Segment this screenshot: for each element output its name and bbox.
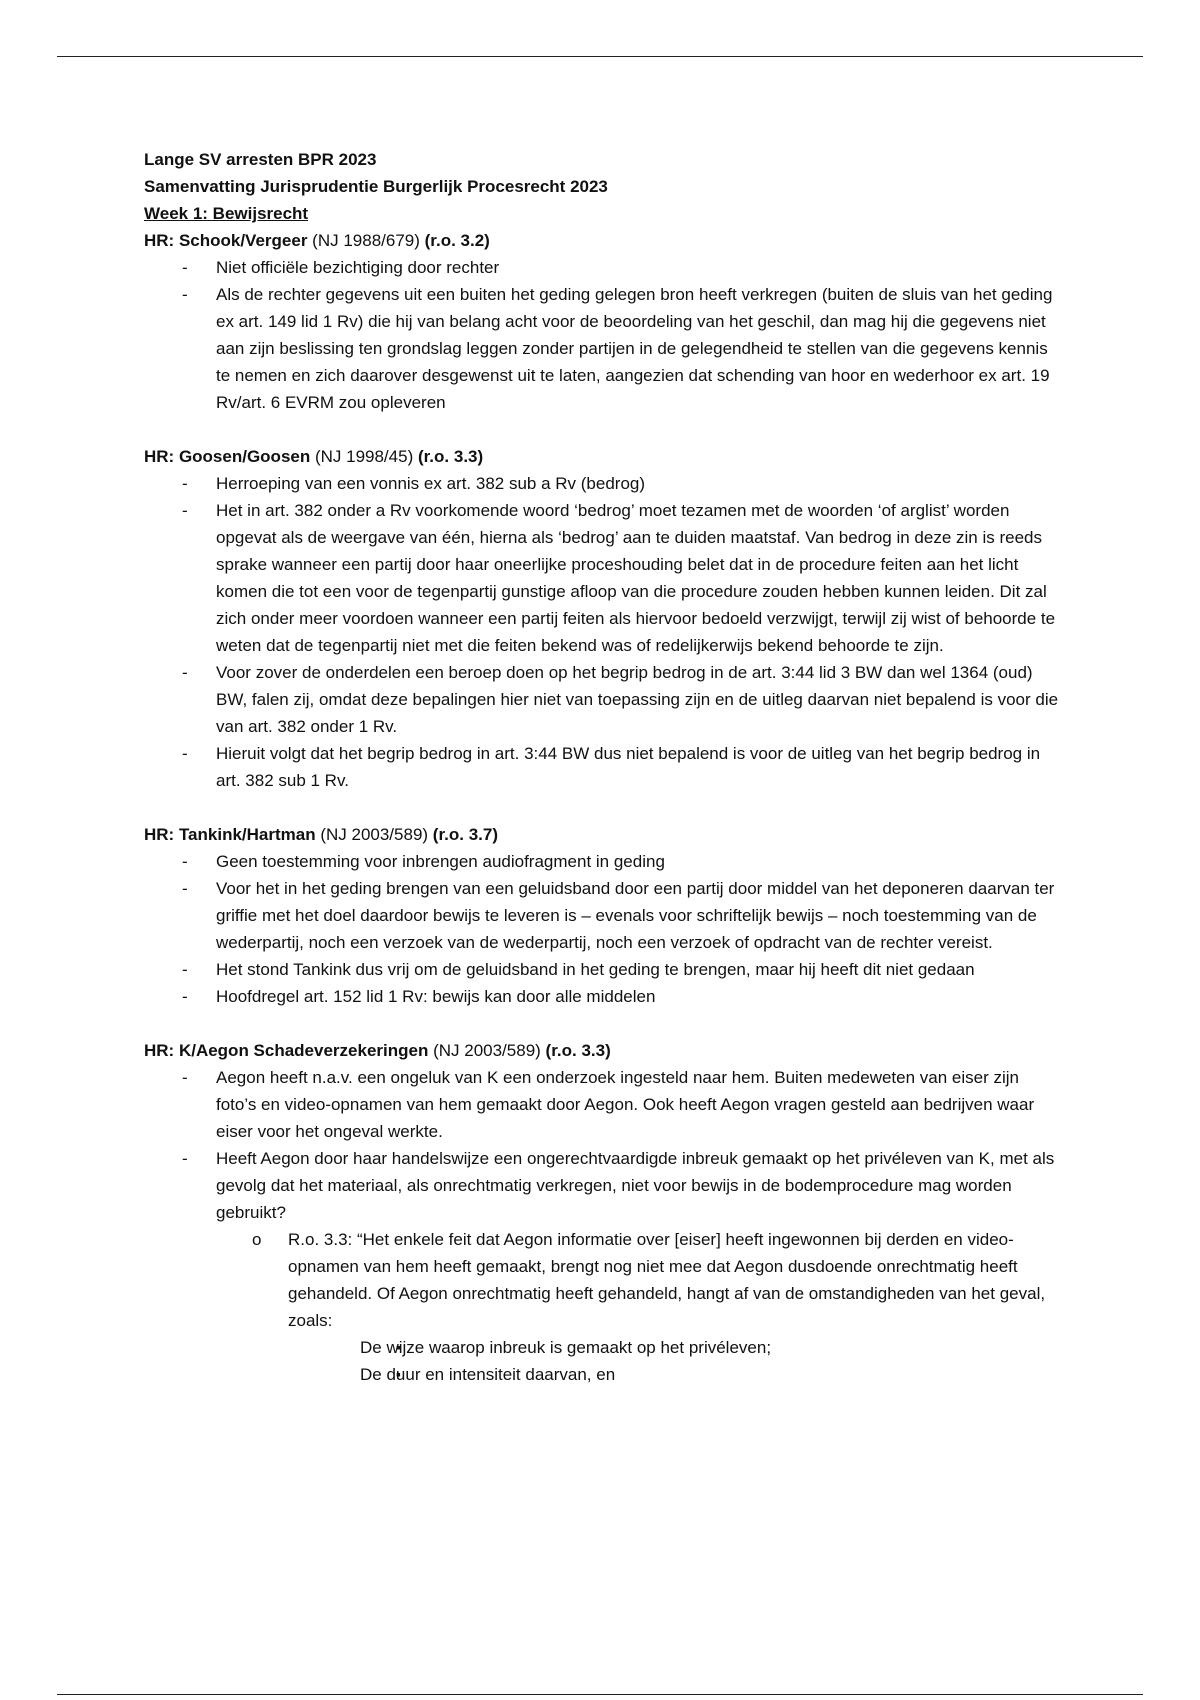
list-item: - Aegon heeft n.a.v. een ongeluk van K een onderzoek ingesteld naar hem. Buiten medeweten van eiser zijn foto’s en video-opnamen van hem gemaakt door Aegon. Ook heeft Aegon vragen gesteld aan bedrijven waar eiser voor het ongeval werkte. (144, 1064, 1064, 1145)
list-item: - Heeft Aegon door haar handelswijze een ongerechtvaardigde inbreuk gemaakt op het privéleven van K, met als gevolg dat het materiaal, als onrechtmatig verkregen, niet voor bewijs in de bodemprocedure mag worden gebruikt? o R.o. 3.3: “Het enkele feit dat Aegon informatie over [eiser] heeft ingewonnen bij derden en video-opnamen van hem heeft gemaakt, brengt nog niet mee dat Aegon dusdoende onrechtmatig heeft gehandeld. Of Aegon onrechtmatig heeft gehandeld, hangt af van de omstandigheden van het geval, zoals: ▪ De wijze waarop inbreuk is gemaakt op het privéleven; ▪ De duur en intensiteit daarvan, en (144, 1145, 1064, 1388)
list-item: - Als de rechter gegevens uit een buiten het geding gelegen bron heeft verkregen (buiten de sluis van het geding ex art. 149 lid 1 Rv) die hij van belang acht voor de beoordeling van het geschil, dan mag hij die gegevens niet aan zijn beslissing ten grondslag leggen zonder partijen in de gelegendheid te stellen van die gegevens kennis te nemen en zich daarover desgewenst uit te laten, aangezien dat schending van hoor en wederhoor ex art. 19 Rv/art. 6 EVRM zou opleveren (144, 281, 1064, 416)
sub-bullets (144, 1226, 1064, 1388)
footer-rule (57, 1694, 1143, 1695)
list-item: - Herroeping van een vonnis ex art. 382 sub a Rv (bedrog) (144, 470, 1064, 497)
week-heading: Week 1: Bewijsrecht (144, 204, 309, 223)
case-bullets (144, 470, 1064, 794)
list-item: - Het in art. 382 onder a Rv voorkomende woord ‘bedrog’ moet tezamen met de woorden ‘of arglist’ worden opgevat als de weergave van één, hierna als ‘bedrog’ aan te duiden maatstaf. Van bedrog in deze zin is reeds sprake wanneer een partij door haar oneerlijke proceshouding belet dat in de procedure feiten aan het licht komen die tot een voor de tegenpartij gunstige afloop van die procedure zouden hebben kunnen leiden. Dit zal zich onder meer voordoen wanneer een partij feiten als hiervoor bedoeld verzwijgt, terwijl zij wist of behoorde te weten dat de tegenpartij niet met die feiten bekend was of redelijkerwijs bekend behoorde te zijn. (144, 497, 1064, 659)
list-item: - Niet officiële bezichtiging door rechter (144, 254, 1064, 281)
subsub-list-item: ▪ De duur en intensiteit daarvan, en (216, 1361, 1064, 1388)
document-subtitle: Samenvatting Jurisprudentie Burgerlijk Procesrecht 2023 (144, 177, 608, 196)
sub-list-item: o R.o. 3.3: “Het enkele feit dat Aegon informatie over [eiser] heeft ingewonnen bij derden en video-opnamen van hem heeft gemaakt, brengt nog niet mee dat Aegon dusdoende onrechtmatig heeft gehandeld. Of Aegon onrechtmatig heeft gehandeld, hangt af van de omstandigheden van het geval, zoals: ▪ De wijze waarop inbreuk is gemaakt op het privéleven; ▪ De duur en intensiteit daarvan, en (144, 1226, 1064, 1388)
case-heading: HR: Schook/Vergeer (NJ 1988/679) (r.o. 3.2) (144, 231, 490, 250)
list-item: - Geen toestemming voor inbrengen audiofragment in geding (144, 848, 1064, 875)
case-heading: HR: Tankink/Hartman (NJ 2003/589) (r.o. 3.7) (144, 825, 498, 844)
case-bullets (144, 848, 1064, 1010)
case-tankink-hartman (144, 821, 1064, 1010)
case-bullets (144, 1064, 1064, 1388)
list-item: - Het stond Tankink dus vrij om de geluidsband in het geding te brengen, maar hij heeft dit niet gedaan (144, 956, 1064, 983)
document-title: Lange SV arresten BPR 2023 (144, 150, 377, 169)
case-goosen-goosen (144, 443, 1064, 794)
list-item: - Hieruit volgt dat het begrip bedrog in art. 3:44 BW dus niet bepalend is voor de uitleg van het begrip bedrog in art. 382 sub 1 Rv. (144, 740, 1064, 794)
document-body (144, 146, 1064, 1388)
case-schook-vergeer (144, 227, 1064, 416)
case-k-aegon (144, 1037, 1064, 1388)
case-heading: HR: K/Aegon Schadeverzekeringen (NJ 2003/589) (r.o. 3.3) (144, 1041, 611, 1060)
list-item: - Voor zover de onderdelen een beroep doen op het begrip bedrog in de art. 3:44 lid 3 BW dan wel 1364 (oud) BW, falen zij, omdat deze bepalingen hier niet van toepassing zijn en de uitleg daarvan niet bepalend is voor die van art. 382 onder 1 Rv. (144, 659, 1064, 740)
header-rule (57, 56, 1143, 57)
subsub-bullets (216, 1334, 1064, 1388)
case-heading: HR: Goosen/Goosen (NJ 1998/45) (r.o. 3.3) (144, 447, 484, 466)
case-bullets (144, 254, 1064, 416)
subsub-list-item: ▪ De wijze waarop inbreuk is gemaakt op het privéleven; (216, 1334, 1064, 1361)
list-item: - Voor het in het geding brengen van een geluidsband door een partij door middel van het deponeren daarvan ter griffie met het doel daardoor bewijs te leveren is – evenals voor schriftelijk bewijs – noch toestemming van de wederpartij, noch een verzoek van de wederpartij, noch een verzoek of opdracht van de rechter vereist. (144, 875, 1064, 956)
list-item: - Hoofdregel art. 152 lid 1 Rv: bewijs kan door alle middelen (144, 983, 1064, 1010)
